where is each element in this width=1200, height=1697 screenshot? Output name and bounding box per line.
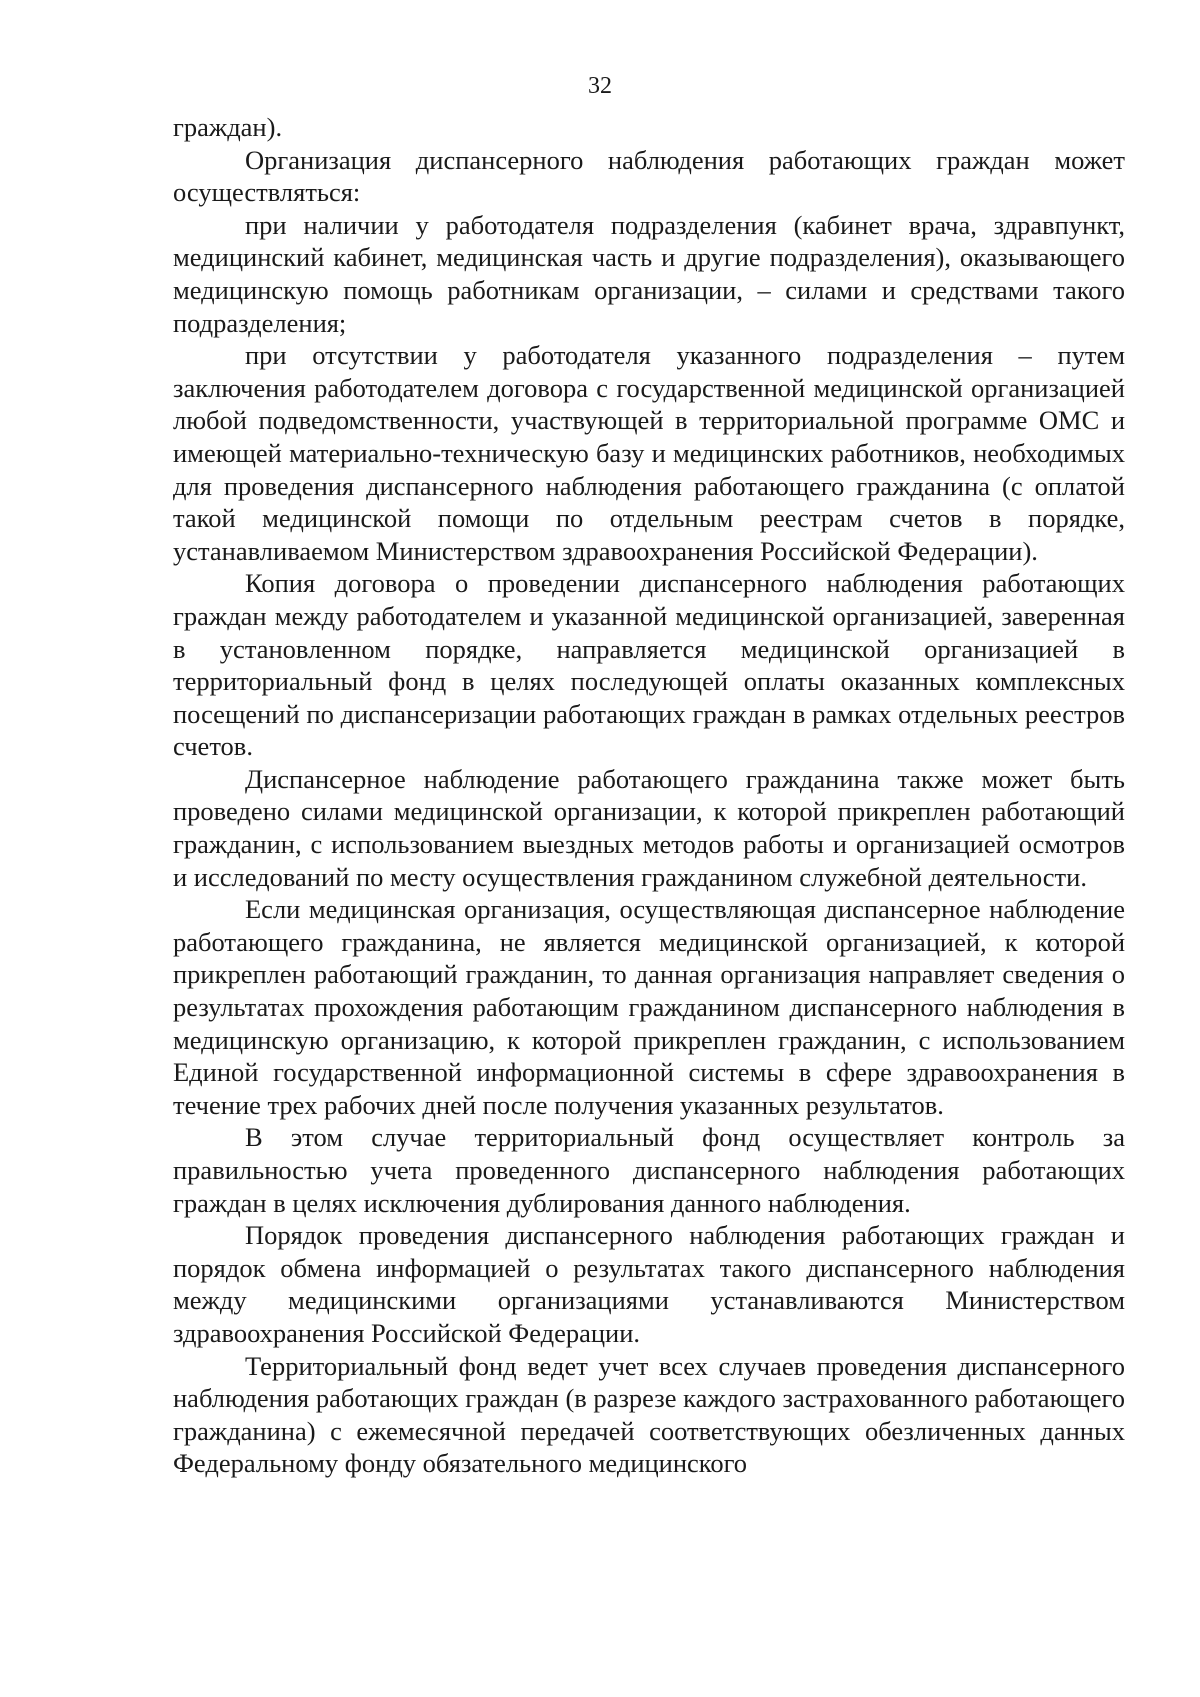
paragraph-information-transfer: Если медицинская организация, осуществляющая диспансерное наблюдение работающего гражданина, не является медицинской организацией, к которой прикреплен работающий гражданин, то данная организация направляет сведения о результатах прохождения работающим гражданином диспансерного наблюдения в медицинскую организацию, к которой прикреплен гражданин, с использованием Единой государственной информационной системы в сфере здравоохранения в течение трех рабочих дней после получения указанных результатов. — [173, 894, 1125, 1120]
paragraph-organization: Организация диспансерного наблюдения работающих граждан может осуществляться: — [173, 144, 1125, 208]
document-body — [173, 111, 1125, 1480]
paragraph-fund-control: В этом случае территориальный фонд осуществляет контроль за правильностью учета проведенного диспансерного наблюдения работающих граждан в целях исключения дублирования данного наблюдения. — [173, 1122, 1125, 1218]
paragraph-continuation: граждан). — [173, 112, 283, 142]
paragraph-attached-organization: Диспансерное наблюдение работающего гражданина также может быть проведено силами медицинской организации, к которой прикреплен работающий гражданин, с использованием выездных методов работы и организацией осмотров и исследований по месту осуществления гражданином служебной деятельности. — [173, 763, 1125, 892]
paragraph-employer-unit: при наличии у работодателя подразделения (кабинет врача, здравпункт, медицинский кабинет, медицинская часть и другие подразделения), оказывающего медицинскую помощь работникам организации, – силами и средствами такого подразделения; — [173, 209, 1125, 338]
page-number: 32 — [588, 73, 612, 99]
paragraph-procedure: Порядок проведения диспансерного наблюдения работающих граждан и порядок обмена информацией о результатах такого диспансерного наблюдения между медицинскими организациями устанавливаются Министерством здравоохранения Российской Федерации. — [173, 1220, 1125, 1348]
paragraph-fund-accounting: Территориальный фонд ведет учет всех случаев проведения диспансерного наблюдения работающих граждан (в разрезе каждого застрахованного работающего гражданина) с ежемесячной передачей соответствующих обезличенных данных Федеральному фонду обязательного медицинского — [173, 1350, 1125, 1479]
paragraph-no-employer-unit: при отсутствии у работодателя указанного подразделения – путем заключения работодателем договора с государственной медицинской организацией любой подведомственности, участвующей в территориальной программе ОМС и имеющей материально-техническую базу и медицинских работников, необходимых для проведения диспансерного наблюдения работающего гражданина (с оплатой такой медицинской помощи по отдельным реестрам счетов в порядке, устанавливаемом Министерством здравоохранения Российской Федерации). — [173, 340, 1125, 566]
paragraph-contract-copy: Копия договора о проведении диспансерного наблюдения работающих граждан между работодателем и указанной медицинской организацией, заверенная в установленном порядке, направляется медицинской организацией в территориальный фонд в целях последующей оплаты оказанных комплексных посещений по диспансеризации работающих граждан в рамках отдельных реестров счетов. — [173, 568, 1125, 762]
